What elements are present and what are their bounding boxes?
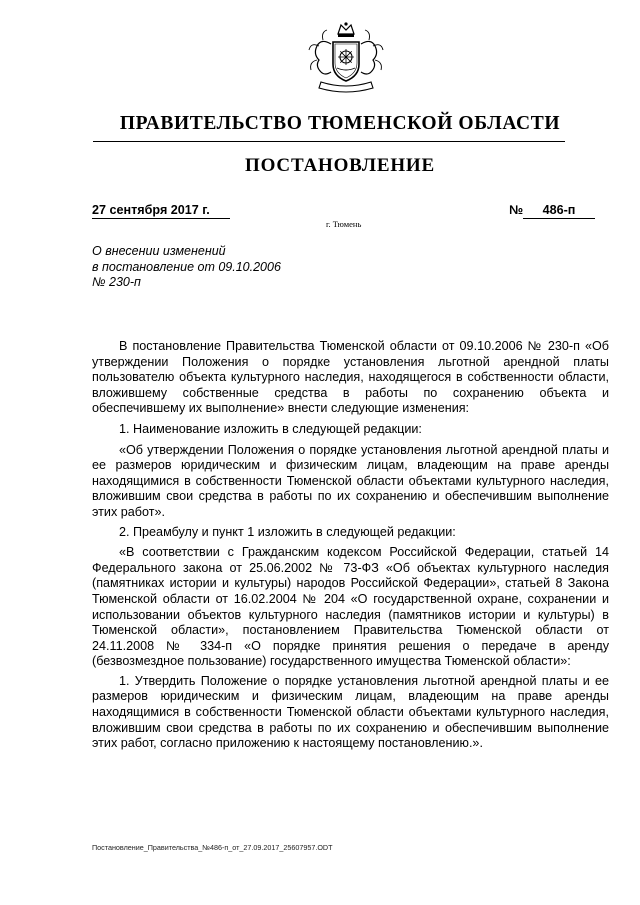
document-subject [92,244,392,291]
number-label: № [509,203,524,217]
date-underline [92,218,230,219]
body-paragraph: 2. Преамбулу и пункт 1 изложить в следующей редакции: [119,524,456,539]
organization-title: ПРАВИТЕЛЬСТВО ТЮМЕНСКОЙ ОБЛАСТИ [119,113,561,134]
body-paragraph: В постановление Правительства Тюменской области от 09.10.2006 № 230-п «Об утверждении Положения о порядке установления льготной арендной платы пользователю объекта культурного наследия, находящегося в собственности области, вложившему собственные средства в работы по сохранению объекта и обеспечившему их выполнение» внести следующие изменения: [92,339,609,416]
document-type: ПОСТАНОВЛЕНИЕ [245,155,435,176]
subject-line: О внесении изменений [92,244,226,258]
subject-line: № 230-п [92,275,141,289]
title-rule [93,141,565,142]
number-underline [523,218,595,219]
body-paragraph: 1. Наименование изложить в следующей редакции: [119,421,422,436]
body-paragraph: «Об утверждении Положения о порядке установления льготной арендной платы и ее размеров юридическим и физическим лицам, владеющим на праве аренды находящимися в собственности Тюменской области объектами культурного наследия, вложившим свои средства в работы по их сохранению и обеспечившим выполнение этих работ». [92,442,609,519]
footer-filename: Постановление_Правительства_№486-п_от_27.09.2017_25607957.ODT [92,843,333,852]
body-paragraph: «В соответствии с Гражданским кодексом Российской Федерации, статьей 14 Федерального закона от 25.06.2002 № 73-ФЗ «Об объектах культурного наследия (памятниках истории и культуры) народов Российской Федерации», статьей 8 Закона Тюменской области от 16.02.2004 № 204 «О государственной охране, сохранении и использовании объектов культурного наследия (памятников истории и культуры) в Тюменской области», постановлением Правительства Тюменской области от 24.11.2008 № 334-п «О порядке принятия решения о передаче в аренду (безвозмездное пользование) государственного имущества Тюменской области»: [92,545,609,669]
document-date: 27 сентября 2017 г. [92,203,210,217]
city: г. Тюмень [326,219,362,229]
document-number: 486-п [542,203,576,217]
body-paragraph: 1. Утвердить Положение о порядке установления льготной арендной платы и ее размеров юридическим и физическим лицам, владеющим на праве аренды находящимися в собственности Тюменской области объектами культурного наследия, вложившим свои средства в работы по их сохранению и обеспечившим выполнение этих работ, согласно приложению к настоящему постановлению.». [92,673,609,751]
coat-of-arms-icon [301,20,391,96]
subject-line: в постановление от 09.10.2006 [92,259,281,274]
document-body [92,339,609,757]
